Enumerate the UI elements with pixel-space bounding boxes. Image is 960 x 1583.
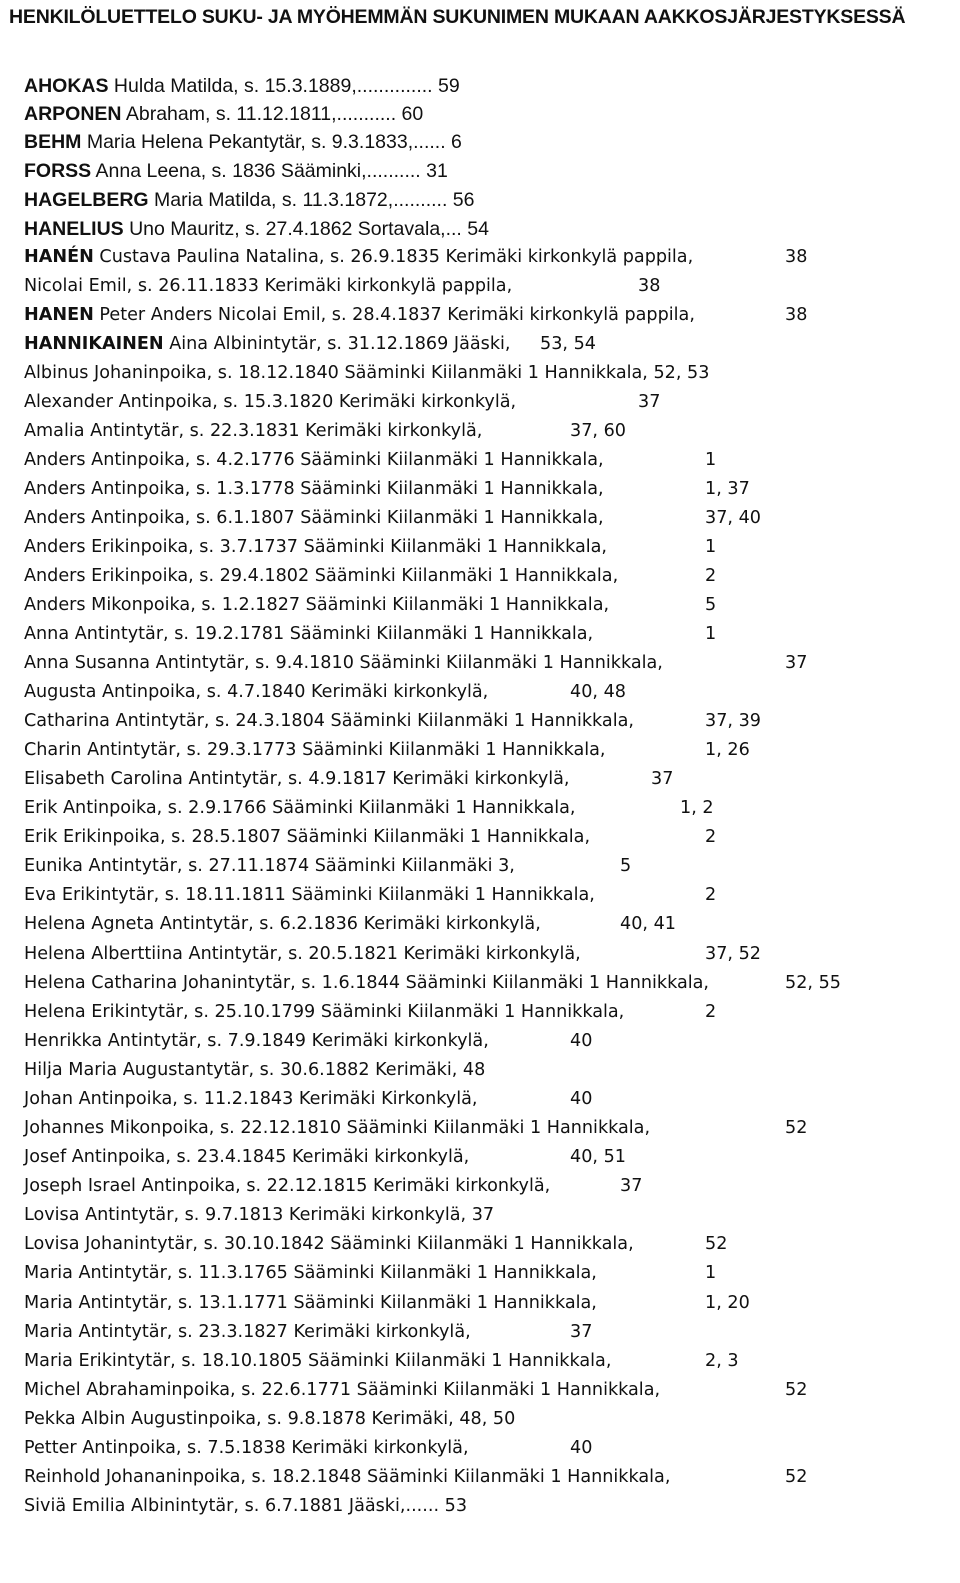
entry-text: Helena Erikintytär, s. 25.10.1799 Sääminki Kiilanmäki 1 Hannikkala,	[24, 1002, 625, 1022]
index-entry	[0, 765, 960, 793]
entry-pages: 37	[620, 1176, 643, 1196]
entry-pages: 37, 39	[705, 711, 761, 731]
entry-text: Maria Helena Pekantytär, s. 9.3.1833,...... 6	[81, 131, 462, 153]
entry-text: Hulda Matilda, s. 15.3.1889,.............. 59	[108, 75, 460, 97]
entry-text: Anna Antintytär, s. 19.2.1781 Sääminki Kiilanmäki 1 Hannikkala,	[24, 624, 594, 644]
index-entry	[24, 100, 423, 128]
index-entry	[0, 1434, 960, 1462]
entry-pages: 40	[570, 1089, 593, 1109]
index-entry	[0, 1056, 960, 1084]
entry-pages: 37, 52	[705, 944, 761, 964]
entry-surname: ARPONEN	[24, 103, 122, 125]
entry-surname: AHOKAS	[24, 75, 109, 97]
entry-text: Anna Susanna Antintytär, s. 9.4.1810 Sääminki Kiilanmäki 1 Hannikkala,	[24, 653, 663, 673]
entry-text: Maria Matilda, s. 11.3.1872,.......... 56	[148, 189, 475, 211]
index-entry	[0, 1172, 960, 1200]
entry-text: Maria Erikintytär, s. 18.10.1805 Sääminki Kiilanmäki 1 Hannikkala,	[24, 1351, 612, 1371]
index-entry	[0, 359, 960, 387]
entry-text: Anders Antinpoika, s. 4.2.1776 Sääminki Kiilanmäki 1 Hannikkala,	[24, 450, 604, 470]
entry-text: Uno Mauritz, s. 27.4.1862 Sortavala,... 54	[123, 218, 489, 240]
entry-text: Anders Mikonpoika, s. 1.2.1827 Sääminki Kiilanmäki 1 Hannikkala,	[24, 595, 610, 615]
entry-pages: 1	[705, 1263, 717, 1283]
entry-surname: BEHM	[24, 131, 82, 153]
index-entry	[0, 620, 960, 648]
index-entry	[0, 1463, 960, 1491]
index-entry	[0, 794, 960, 822]
index-entry	[0, 1230, 960, 1258]
entry-text: Anders Erikinpoika, s. 3.7.1737 Sääminki Kiilanmäki 1 Hannikkala,	[24, 537, 607, 557]
index-entry	[0, 1259, 960, 1287]
entry-text: Anders Antinpoika, s. 1.3.1778 Sääminki Kiilanmäki 1 Hannikkala,	[24, 479, 604, 499]
index-entry	[0, 707, 960, 735]
index-entry	[0, 881, 960, 909]
entry-text: Alexander Antinpoika, s. 15.3.1820 Kerimäki kirkonkylä,	[24, 392, 517, 412]
entry-text: Anders Antinpoika, s. 6.1.1807 Sääminki Kiilanmäki 1 Hannikkala,	[24, 508, 604, 528]
index-entry	[0, 1143, 960, 1171]
entry-pages: 37	[651, 769, 674, 789]
entry-pages: 1, 2	[680, 798, 714, 818]
entry-text: Erik Erikinpoika, s. 28.5.1807 Sääminki Kiilanmäki 1 Hannikkala,	[24, 827, 591, 847]
entry-pages: 2	[705, 1002, 717, 1022]
entry-pages: 37	[785, 653, 808, 673]
entry-text: Lovisa Johanintytär, s. 30.10.1842 Sääminki Kiilanmäki 1 Hannikkala,	[24, 1234, 634, 1254]
entry-pages: 37	[638, 392, 661, 412]
index-entry	[0, 591, 960, 619]
index-entry	[0, 475, 960, 503]
entry-text: Catharina Antintytär, s. 24.3.1804 Sääminki Kiilanmäki 1 Hannikkala,	[24, 711, 634, 731]
index-entry	[24, 72, 460, 100]
entry-text: Abraham, s. 11.12.1811,........... 60	[121, 103, 424, 125]
entry-pages: 2	[705, 566, 717, 586]
entry-text: Amalia Antintytär, s. 22.3.1831 Kerimäki kirkonkylä,	[24, 421, 483, 441]
entry-pages: 5	[620, 856, 632, 876]
entry-pages: 37, 40	[705, 508, 761, 528]
entry-text: Eunika Antintytär, s. 27.11.1874 Sääminki Kiilanmäki 3,	[24, 856, 515, 876]
entry-text: Josef Antinpoika, s. 23.4.1845 Kerimäki kirkonkylä,	[24, 1147, 470, 1167]
entry-pages: 1, 26	[705, 740, 750, 760]
index-entry	[0, 243, 960, 271]
index-entry	[0, 1376, 960, 1404]
entry-pages: 2, 3	[705, 1351, 739, 1371]
index-entry	[0, 998, 960, 1026]
index-entry	[0, 649, 960, 677]
entry-pages: 2	[705, 885, 717, 905]
entry-pages: 1, 20	[705, 1293, 750, 1313]
entry-text: Charin Antintytär, s. 29.3.1773 Sääminki Kiilanmäki 1 Hannikkala,	[24, 740, 606, 760]
entry-pages: 37, 60	[570, 421, 626, 441]
entry-text: Augusta Antinpoika, s. 4.7.1840 Kerimäki kirkonkylä,	[24, 682, 489, 702]
entry-pages: 1, 37	[705, 479, 750, 499]
entry-text: Helena Agneta Antintytär, s. 6.2.1836 Kerimäki kirkonkylä,	[24, 914, 541, 934]
entry-pages: 40	[570, 1438, 593, 1458]
entry-text: Johan Antinpoika, s. 11.2.1843 Kerimäki Kirkonkylä,	[24, 1089, 478, 1109]
entry-text: Albinus Johaninpoika, s. 18.12.1840 Sääminki Kiilanmäki 1 Hannikkala, 52, 53	[24, 363, 710, 383]
entry-text: Petter Antinpoika, s. 7.5.1838 Kerimäki kirkonkylä,	[24, 1438, 469, 1458]
entry-surname: FORSS	[24, 160, 92, 182]
index-entry	[24, 128, 462, 156]
entry-text: Pekka Albin Augustinpoika, s. 9.8.1878 Kerimäki, 48, 50	[24, 1409, 516, 1429]
index-entry	[0, 1492, 960, 1520]
entry-text: Henrikka Antintytär, s. 7.9.1849 Kerimäki kirkonkylä,	[24, 1031, 489, 1051]
index-entry	[0, 852, 960, 880]
entry-text: Anna Leena, s. 1836 Sääminki,.......... 31	[91, 160, 448, 182]
index-entry	[0, 1085, 960, 1113]
entry-pages: 1	[705, 624, 717, 644]
index-entry	[0, 823, 960, 851]
index-entry	[0, 533, 960, 561]
entry-text: Johannes Mikonpoika, s. 22.12.1810 Sääminki Kiilanmäki 1 Hannikkala,	[24, 1118, 651, 1138]
entry-text: Nicolai Emil, s. 26.11.1833 Kerimäki kirkonkylä pappila,	[24, 276, 513, 296]
index-entry	[0, 301, 960, 329]
entry-text: Peter Anders Nicolai Emil, s. 28.4.1837 Kerimäki kirkonkylä pappila,	[93, 305, 695, 325]
entry-surname: HAGELBERG	[24, 189, 149, 211]
index-entry	[0, 910, 960, 938]
entry-text: Helena Alberttiina Antintytär, s. 20.5.1821 Kerimäki kirkonkylä,	[24, 944, 581, 964]
entry-pages: 40, 41	[620, 914, 676, 934]
entry-text: Hilja Maria Augustantytär, s. 30.6.1882 Kerimäki, 48	[24, 1060, 486, 1080]
index-entry	[0, 562, 960, 590]
index-entry	[24, 186, 474, 214]
entry-pages: 38	[785, 247, 808, 267]
entry-pages: 53, 54	[540, 334, 596, 354]
entry-pages: 52	[785, 1467, 808, 1487]
entry-pages: 5	[705, 595, 717, 615]
index-entry	[0, 1318, 960, 1346]
index-entry	[0, 1114, 960, 1142]
entry-pages: 38	[638, 276, 661, 296]
entry-text: Elisabeth Carolina Antintytär, s. 4.9.1817 Kerimäki kirkonkylä,	[24, 769, 570, 789]
index-entry	[0, 1347, 960, 1375]
entry-surname: HANNIKAINEN	[24, 334, 164, 354]
entry-surname: HANELIUS	[24, 218, 124, 240]
entry-text: Reinhold Johananinpoika, s. 18.2.1848 Sääminki Kiilanmäki 1 Hannikkala,	[24, 1467, 671, 1487]
index-entry	[0, 272, 960, 300]
index-entry	[24, 215, 489, 243]
entry-pages: 40, 51	[570, 1147, 626, 1167]
index-entry	[0, 504, 960, 532]
index-entry	[0, 1289, 960, 1317]
index-entry	[0, 1027, 960, 1055]
entry-pages: 52	[785, 1380, 808, 1400]
entry-pages: 1	[705, 537, 717, 557]
entry-pages: 52	[785, 1118, 808, 1138]
entry-surname: HANEN	[24, 305, 94, 325]
entry-text: Michel Abrahaminpoika, s. 22.6.1771 Sääminki Kiilanmäki 1 Hannikkala,	[24, 1380, 661, 1400]
index-entry	[0, 388, 960, 416]
index-entry	[0, 446, 960, 474]
entry-pages: 40, 48	[570, 682, 626, 702]
index-entry	[0, 736, 960, 764]
entry-text: Aina Albinintytär, s. 31.12.1869 Jääski,	[163, 334, 511, 354]
entry-text: Anders Erikinpoika, s. 29.4.1802 Sääminki Kiilanmäki 1 Hannikkala,	[24, 566, 619, 586]
index-entry	[0, 969, 960, 997]
entry-surname: HANÉN	[24, 247, 94, 267]
page-title: HENKILÖLUETTELO SUKU- JA MYÖHEMMÄN SUKUNIMEN MUKAAN AAKKOSJÄRJESTYKSESSÄ	[9, 6, 906, 28]
index-entry	[0, 1201, 960, 1229]
entry-pages: 38	[785, 305, 808, 325]
entry-text: Siviä Emilia Albinintytär, s. 6.7.1881 Jääski,...... 53	[24, 1496, 468, 1516]
entry-pages: 37	[570, 1322, 593, 1342]
entry-pages: 52, 55	[785, 973, 841, 993]
entry-text: Joseph Israel Antinpoika, s. 22.12.1815 Kerimäki kirkonkylä,	[24, 1176, 551, 1196]
entry-pages: 52	[705, 1234, 728, 1254]
entry-text: Erik Antinpoika, s. 2.9.1766 Sääminki Kiilanmäki 1 Hannikkala,	[24, 798, 576, 818]
index-entry	[0, 330, 960, 358]
entry-pages: 40	[570, 1031, 593, 1051]
entry-text: Maria Antintytär, s. 11.3.1765 Sääminki Kiilanmäki 1 Hannikkala,	[24, 1263, 597, 1283]
index-entry	[0, 940, 960, 968]
index-entry	[0, 1405, 960, 1433]
entry-text: Maria Antintytär, s. 13.1.1771 Sääminki Kiilanmäki 1 Hannikkala,	[24, 1293, 597, 1313]
entry-text: Lovisa Antintytär, s. 9.7.1813 Kerimäki kirkonkylä, 37	[24, 1205, 495, 1225]
entry-text: Maria Antintytär, s. 23.3.1827 Kerimäki kirkonkylä,	[24, 1322, 471, 1342]
entry-text: Eva Erikintytär, s. 18.11.1811 Sääminki Kiilanmäki 1 Hannikkala,	[24, 885, 595, 905]
index-entry	[24, 157, 448, 185]
entry-pages: 2	[705, 827, 717, 847]
entry-text: Helena Catharina Johanintytär, s. 1.6.1844 Sääminki Kiilanmäki 1 Hannikkala,	[24, 973, 710, 993]
index-entry	[0, 678, 960, 706]
index-entry	[0, 417, 960, 445]
entry-pages: 1	[705, 450, 717, 470]
entry-text: Custava Paulina Natalina, s. 26.9.1835 Kerimäki kirkonkylä pappila,	[93, 247, 694, 267]
